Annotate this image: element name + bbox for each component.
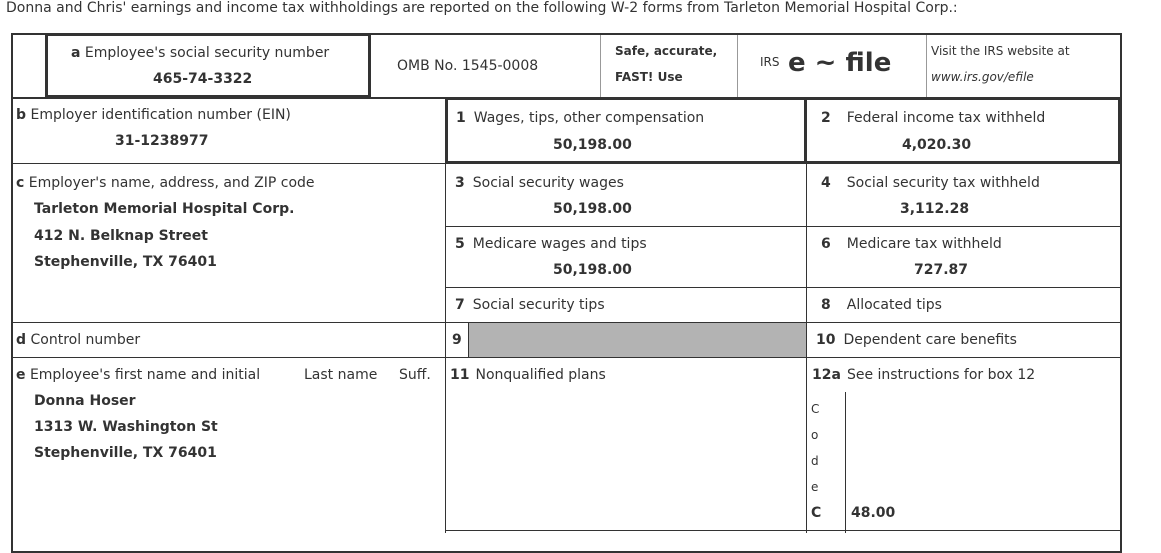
box-5-label (455, 236, 647, 252)
employer-name: Tarleton Memorial Hospital Corp. (34, 201, 295, 217)
box-9-number: 9 (452, 332, 462, 348)
box-12a-number: 12a (812, 367, 841, 383)
box-2-number: 2 (821, 110, 831, 126)
box-c-label (16, 175, 315, 191)
box-1-value: 50,198.00 (553, 137, 632, 153)
box-7-text: Social security tips (472, 297, 605, 313)
safe-text-1: Safe, accurate, (615, 44, 718, 58)
box-12a-label (812, 367, 1035, 383)
box-3-value: 50,198.00 (553, 201, 632, 217)
last-name-label: Last name (304, 367, 378, 383)
code-letter: d (811, 454, 819, 468)
box-e-text: Employee's first name and initial (29, 367, 261, 383)
employee-name: Donna Hoser (34, 393, 136, 409)
ein-value: 31-1238977 (115, 133, 209, 149)
box-b-text: Employer identification number (EIN) (30, 107, 291, 123)
box-1-number: 1 (456, 110, 466, 126)
box-1 (445, 97, 807, 164)
box-9-shaded (468, 323, 806, 357)
box-4-label (821, 175, 1040, 191)
visit-text: Visit the IRS website at (931, 44, 1070, 58)
box-5-value: 50,198.00 (553, 262, 632, 278)
box-5-number: 5 (455, 236, 465, 252)
box-8-label (821, 297, 942, 313)
box-c-text: Employer's name, address, and ZIP code (28, 175, 315, 191)
box-2-value: 4,020.30 (902, 137, 972, 153)
box-6-text: Medicare tax withheld (846, 236, 1002, 252)
employee-city: Stephenville, TX 76401 (34, 445, 217, 461)
suffix-label: Suff. (399, 367, 431, 383)
box-3-text: Social security wages (472, 175, 624, 191)
code-letter: C (811, 402, 820, 416)
box-6-label (821, 236, 1002, 252)
box-b-letter: b (16, 107, 27, 123)
box-6-value: 727.87 (914, 262, 969, 278)
row-divider (445, 226, 1122, 227)
box-c-letter: c (16, 175, 25, 191)
row-divider (11, 163, 1122, 164)
employer-street: 412 N. Belknap Street (34, 228, 208, 244)
employer-city: Stephenville, TX 76401 (34, 254, 217, 270)
irs-efile-link[interactable]: www.irs.gov/efile (931, 70, 1034, 84)
box-11-label (450, 367, 606, 383)
box-2 (804, 97, 1121, 164)
intro-text: Donna and Chris' earnings and income tax withholdings are reported on the following W-2 forms from Tarleton Memorial Hospital Corp.: (6, 0, 958, 16)
box-12a-value: 48.00 (851, 505, 896, 521)
box-10-number: 10 (816, 332, 836, 348)
box-d-label (16, 332, 140, 348)
box-7-number: 7 (455, 297, 465, 313)
box-5-text: Medicare wages and tips (472, 236, 647, 252)
header-divider (737, 35, 738, 97)
box-4-value: 3,112.28 (900, 201, 970, 217)
row-divider (11, 357, 1122, 358)
box-11-text: Nonqualified plans (475, 367, 606, 383)
efile-logo: e ~ file (788, 48, 892, 78)
box-12a-code: C (811, 505, 822, 521)
code-divider (845, 392, 846, 533)
box-a (45, 33, 371, 98)
box-12a-text: See instructions for box 12 (846, 367, 1036, 383)
ssn-value: 465-74-3322 (153, 71, 253, 87)
box-a-label: Employee's social security number (84, 45, 330, 61)
row-divider (445, 530, 1122, 531)
code-letter: e (811, 480, 819, 494)
box-a-letter: a (71, 45, 81, 61)
box-8-text: Allocated tips (846, 297, 942, 313)
employee-street: 1313 W. Washington St (34, 419, 218, 435)
box-6-number: 6 (821, 236, 831, 252)
box-2-label: Federal income tax withheld (846, 110, 1046, 126)
header-divider (600, 35, 601, 97)
box-7-label (455, 297, 605, 313)
box-8-number: 8 (821, 297, 831, 313)
box-b-label (16, 107, 291, 123)
col-divider (445, 163, 446, 533)
box-3-label (455, 175, 624, 191)
box-4-number: 4 (821, 175, 831, 191)
box-10-label (816, 332, 1017, 348)
omb-number: OMB No. 1545-0008 (397, 58, 539, 74)
header-divider (926, 35, 927, 97)
box-4-text: Social security tax withheld (846, 175, 1040, 191)
safe-text-2: FAST! Use (615, 70, 683, 84)
irs-label: IRS (760, 55, 780, 69)
col-divider (806, 163, 807, 533)
code-letter: o (811, 428, 819, 442)
box-d-letter: d (16, 332, 27, 348)
box-d-text: Control number (30, 332, 141, 348)
box-11-number: 11 (450, 367, 470, 383)
box-3-number: 3 (455, 175, 465, 191)
row-divider (445, 287, 1122, 288)
box-1-label: Wages, tips, other compensation (473, 110, 705, 126)
box-10-text: Dependent care benefits (843, 332, 1017, 348)
box-e-label (16, 367, 260, 383)
box-e-letter: e (16, 367, 26, 383)
